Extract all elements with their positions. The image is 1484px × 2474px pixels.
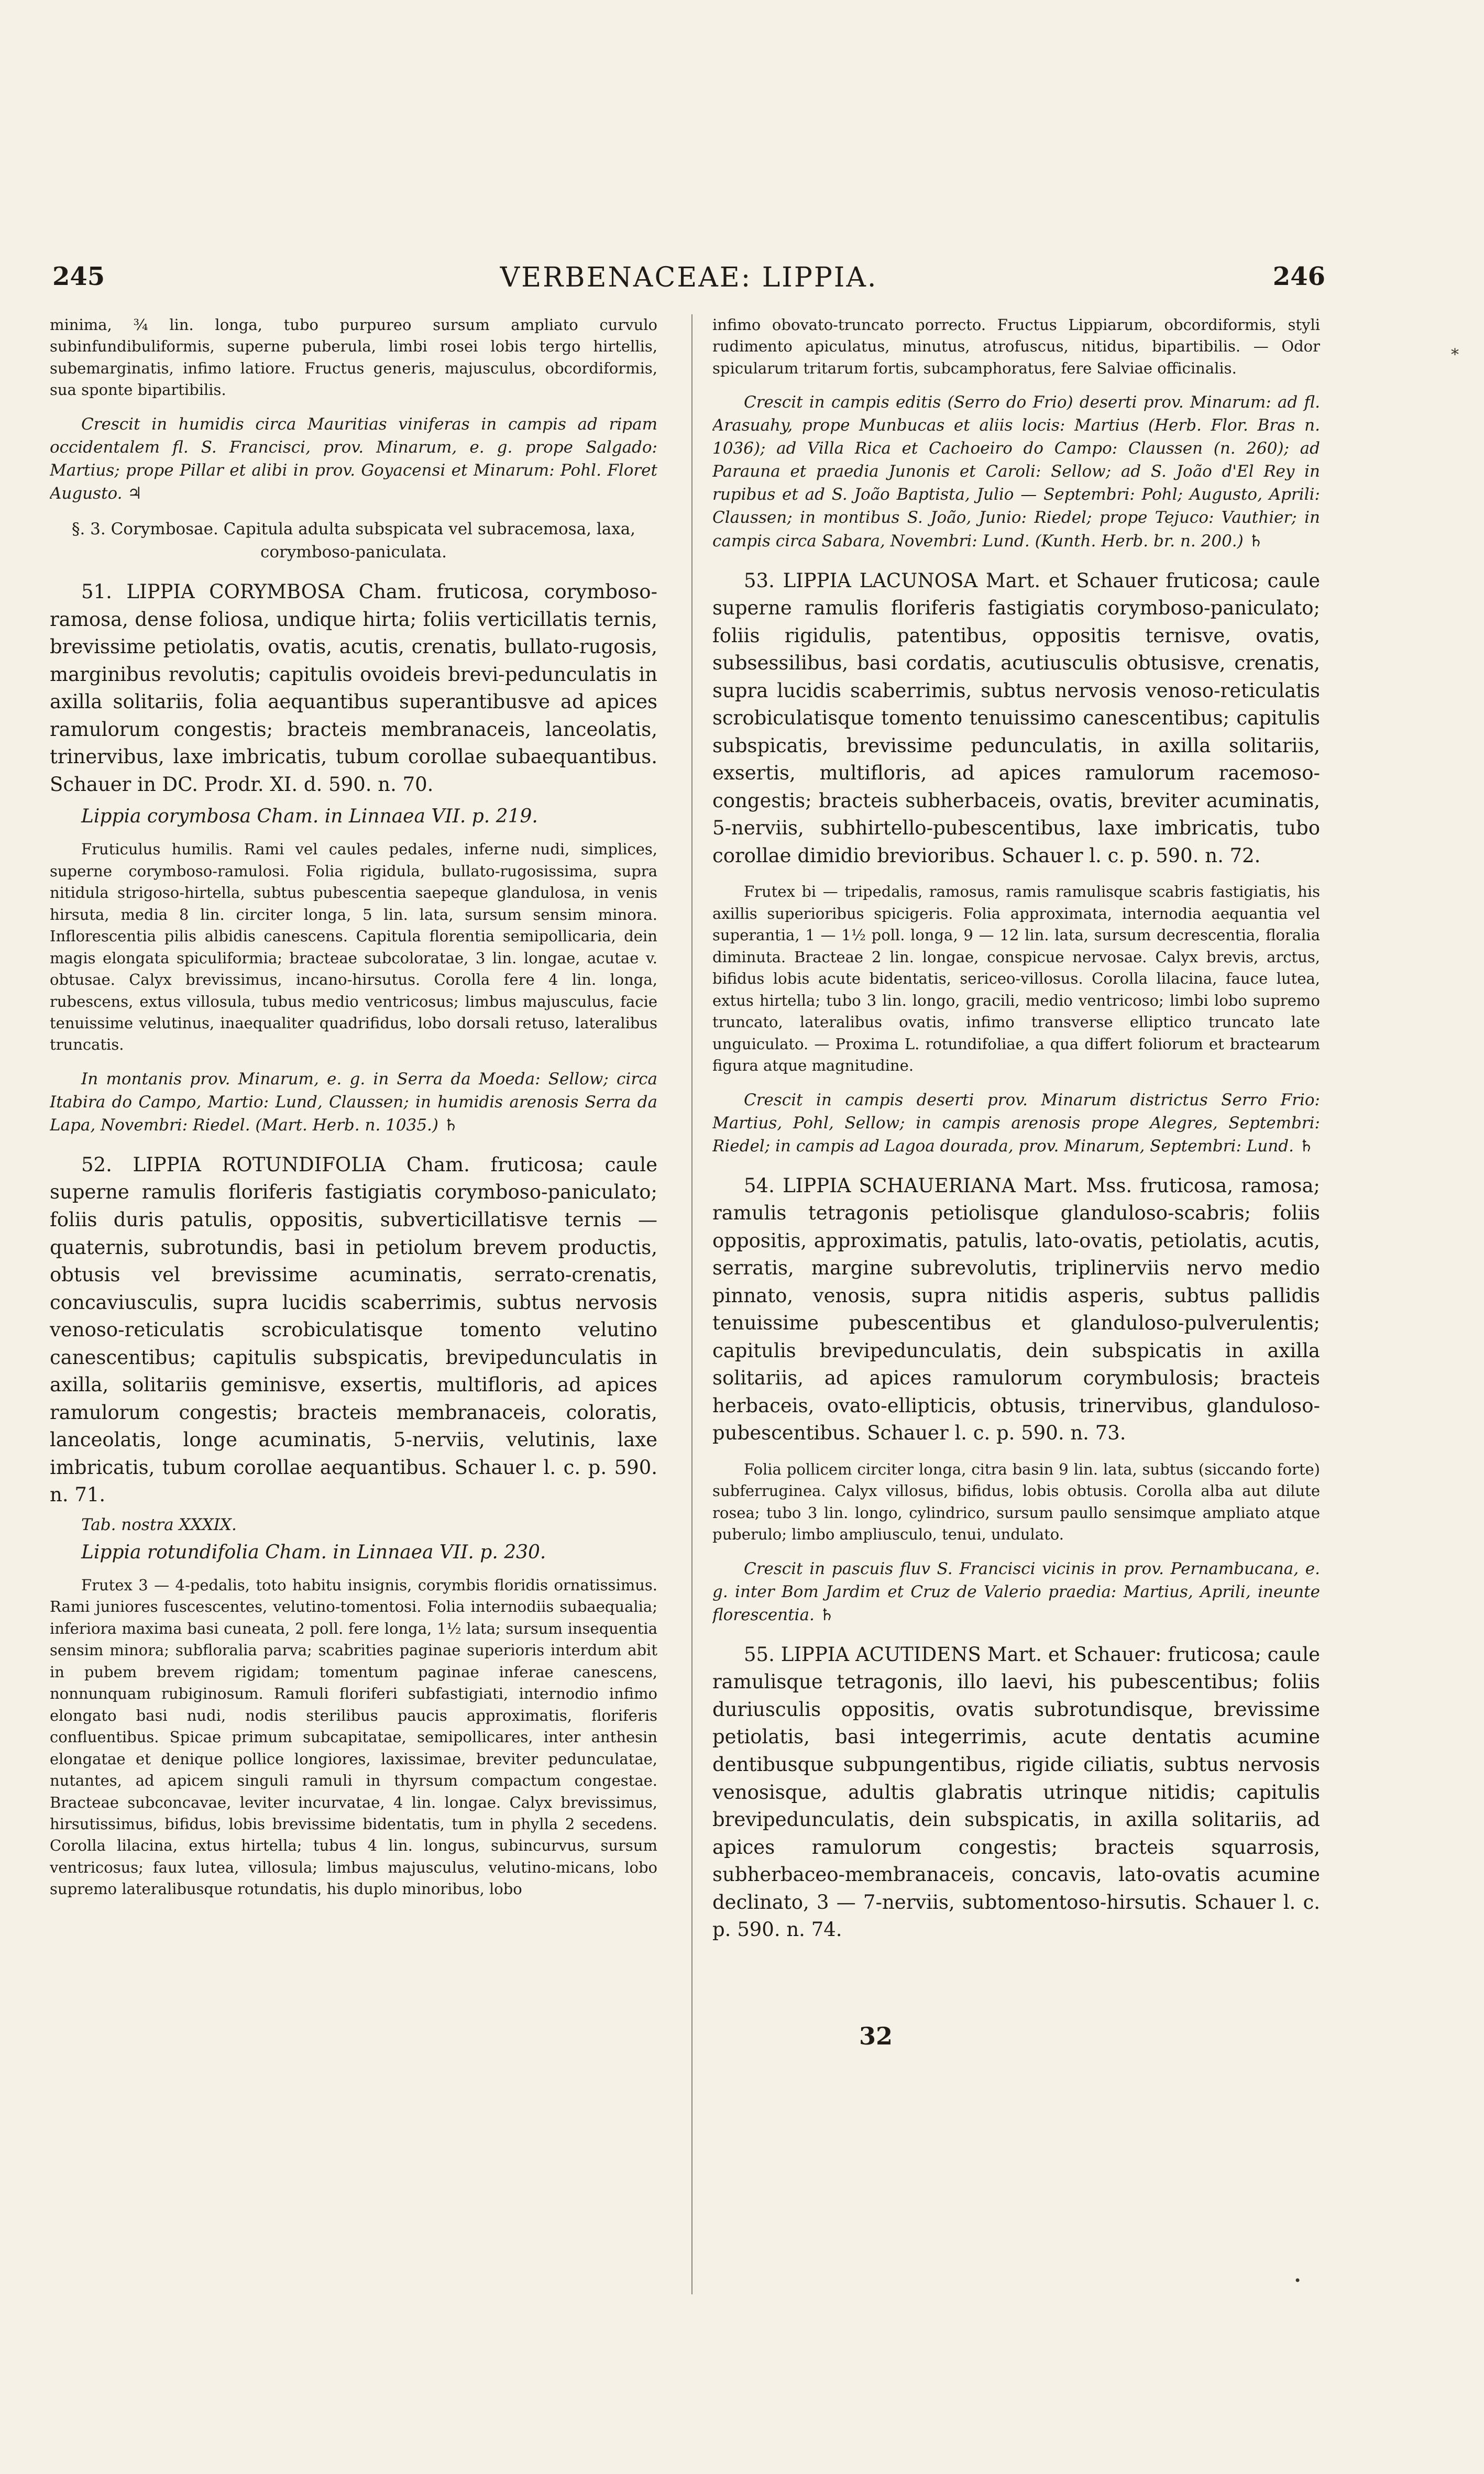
species-53-habitat: Crescit in campis deserti prov. Minarum districtus Serro Frio: Martius, Pohl, Sellow; in campis arenosis prope Alegres, Septembri: Riedel; in campis ad Lagoa dourada, prov. Minarum, Septembri: Lund. ♄ (712, 1090, 1320, 1156)
intro-text: minima, ¾ lin. longa, tubo purpureo sursum ampliato curvulo subinfundibuliformis, superne puberula, limbi rosei lobis tergo hirtellis, subemarginatis, infimo latiore. Fructus generis, majusculus, obcordiformis, sua sponte bipartibilis. (50, 316, 657, 399)
margin-mark: * (1451, 346, 1459, 364)
species-52-synonym: Lippia rotundifolia Cham. in Linnaea VII. p. 230. (81, 1541, 546, 1563)
signature-number: 32 (859, 2022, 893, 2050)
species-52-heading: 52. LIPPIA ROTUNDIFOLIA Cham. fruticosa; caule superne ramulis floriferis fastigiatis corymboso-paniculato; foliis duris patulis, oppositis, subverticillatisve ternis — quaternis, subrotundis, basi in petiolum brevem productis, obtusis vel brevissime acuminatis, serrato-crenatis, concaviusculis, supra lucidis scaberrimis, subtus nervosis venoso-reticulatis scrobiculatisque tomento velutino canescentibus; capitulis subspicatis, brevipedunculatis in axilla, solitariis geminisve, exsertis, multifloris, ad apices ramulorum congestis; bracteis membranaceis, coloratis, lanceolatis, longe acuminatis, 5-nerviis, velutinis, laxe imbricatis, tubum corollae aequantibus. Schauer l. c. p. 590. n. 71. (50, 1153, 657, 1507)
species-55-heading: 55. LIPPIA ACUTIDENS Mart. et Schauer: fruticosa; caule ramulisque tetragonis, illo laevi, his pubescentibus; foliis duriusculis oppositis, ovatis subrotundisque, brevissime petiolatis, basi integerrimis, acute dentatis acumine dentibusque subpungentibus, rigide ciliatis, subtus nervosis venosisque, adultis glabratis utrinque nitidis; capitulis brevipedunculatis, dein subspicatis, in axilla solitariis, ad apices ramulorum congestis; bracteis squarrosis, subherbaceo-membranaceis, concavis, lato-ovatis acumine declinato, 3 — 7-nerviis, subtomentoso-hirsutis. Schauer l. c. p. 590. n. 74. (712, 1643, 1320, 1941)
continued-description: infimo obovato-truncato porrecto. Fructus Lippiarum, obcordiformis, styli rudimento apiculatus, minutus, atrofuscus, nitidus, bipartibilis. — Odor spicularum tritarum fortis, subcamphoratus, fere Salviae officinalis. (712, 316, 1320, 377)
running-title: VERBENACEAE: LIPPIA. (500, 262, 878, 293)
right-column (712, 314, 1320, 2305)
left-column (50, 314, 657, 2305)
section-heading: §. 3. Corymbosae. Capitula adulta subspicata vel subracemosa, laxa, corymboso-paniculata. (71, 519, 636, 562)
continued-habitat: Crescit in campis editis (Serro do Frio) deserti prov. Minarum: ad fl. Arasuahy, prope Munbucas et aliis locis: Martius (Herb. Flor. Bras n. 1036); ad Villa Rica et Cachoeiro do Campo: Claussen (n. 260); ad Parauna et praedia Junonis et Caroli: Sellow; ad S. João d'El Rey in rupibus et ad S. João Baptista, Julio — Septembri: Pohl; Augusto, Aprili: Claussen; in montibus S. João, Junio: Riedel; prope Tejuco: Vauthier; in campis circa Sabara, Novembri: Lund. (Kunth. Herb. br. n. 200.) ♄ (712, 393, 1320, 551)
column-divider (691, 314, 692, 2294)
page-number-right: 246 (1272, 262, 1325, 291)
species-51-synonym: Lippia corymbosa Cham. in Linnaea VII. p. 219. (81, 806, 538, 828)
species-51-heading: 51. LIPPIA CORYMBOSA Cham. fruticosa, corymboso-ramosa, dense foliosa, undique hirta; foliis verticillatis ternis, brevissime petiolatis, ovatis, acutis, crenatis, bullato-rugosis, marginibus revolutis; capitulis ovoideis brevi-pedunculatis in axilla solitariis, folia aequantibus superantibusve ad apices ramulorum congestis; bracteis membranaceis, lanceolatis, trinervibus, laxe imbricatis, tubum corollae subaequantibus. Schauer in DC. Prodr. XI. d. 590. n. 70. (50, 580, 657, 796)
species-53-description: Frutex bi — tripedalis, ramosus, ramis ramulisque scabris fastigiatis, his axillis superioribus spicigeris. Folia approximata, internodia aequantia vel superantia, 1 — 1½ poll. longa, 9 — 12 lin. lata, sursum decrescentia, floralia diminuta. Bracteae 2 lin. longae, conspicue nervosae. Calyx brevis, arctus, bifidus lobis acute bidentatis, sericeo-villosus. Corolla lilacina, fauce lutea, extus hirtella; tubo 3 lin. longo, gracili, medio ventricoso; limbi lobo supremo truncato, lateralibus ovatis, infimo transverse elliptico truncato late unguiculato. — Proxima L. rotundifoliae, a qua differt foliorum et bractearum figura atque magnitudine. (712, 883, 1320, 1075)
running-header (52, 262, 1325, 299)
species-53-heading: 53. LIPPIA LACUNOSA Mart. et Schauer fruticosa; caule superne ramulis floriferis fastigiatis corymboso-paniculato; foliis rigidulis, patentibus, oppositis ternisve, ovatis, subsessilibus, basi cordatis, acutiusculis obtusisve, crenatis, supra lucidis scaberrimis, subtus nervosis venoso-reticulatis scrobiculatisque tomento tenuissimo canescentibus; capitulis subspicatis, brevissime pedunculatis, in axilla solitariis, exsertis, multifloris, ad apices ramulorum racemoso-congestis; bracteis subherbaceis, ovatis, breviter acuminatis, 5-nerviis, subhirtello-pubescentibus, laxe imbricatis, tubo corollae dimidio brevioribus. Schauer l. c. p. 590. n. 72. (712, 569, 1320, 867)
species-52-description: Frutex 3 — 4-pedalis, toto habitu insignis, corymbis floridis ornatissimus. Rami juniores fuscescentes, velutino-tomentosi. Folia internodiis subaequalia; inferiora maxima basi cuneata, 2 poll. fere longa, 1½ lata; sursum insequentia sensim minora; subfloralia parva; scabrities paginae superioris interdum abit in pubem brevem rigidam; tomentum paginae inferae canescens, nonnunquam rubiginosum. Ramuli floriferi subfastigiati, internodio infimo elongato basi nudi, nodis sterilibus paucis approximatis, floriferis confluentibus. Spicae primum subcapitatae, semipollicares, inter anthesin elongatae et denique pollice longiores, laxissimae, breviter pedunculatae, nutantes, ad apicem singuli ramuli in thyrsum compactum congestae. Bracteae subconcavae, leviter incurvatae, 4 lin. longae. Calyx brevissimus, hirsutissimus, bifidus, lobis brevissime bidentatis, tum in phylla 2 secedens. Corolla lilacina, extus hirtella; tubus 4 lin. longus, subincurvus, sursum ventricosus; faux lutea, villosula; limbus majusculus, velutino-micans, lobo supremo lateralibusque rotundatis, his duplo minoribus, lobo (50, 1576, 657, 1898)
intro-habitat: Crescit in humidis circa Mauritias viniferas in campis ad ripam occidentalem fl. S. Francisci, prov. Minarum, e. g. prope Salgado: Martius; prope Pillar et alibi in prov. Goyacensi et Minarum: Pohl. Floret Augusto. ♃ (50, 414, 657, 503)
speck-mark: • (1294, 2273, 1302, 2288)
page-number-left: 245 (52, 262, 105, 291)
species-51-description: Fruticulus humilis. Rami vel caules pedales, inferne nudi, simplices, superne corymboso-ramulosi. Folia rigidula, bullato-rugosissima, supra nitidula strigoso-hirtella, subtus pubescentia saepeque glandulosa, in venis hirsuta, media 8 lin. circiter longa, 5 lin. lata, sursum sensim minora. Inflorescentia pilis albidis canescens. Capitula florentia semipollicaria, dein magis elongata spiculiformia; bracteae subcoloratae, 3 lin. longae, acutae v. obtusae. Calyx brevissimus, incano-hirsutus. Corolla fere 4 lin. longa, rubescens, extus villosula, tubus medio ventricosus; limbus majusculus, facie tenuissime velutinus, inaequaliter quadrifidus, lobo dorsali retuso, lateralibus truncatis. (50, 840, 657, 1054)
species-54-heading: 54. LIPPIA SCHAUERIANA Mart. Mss. fruticosa, ramosa; ramulis tetragonis petiolisque glanduloso-scabris; foliis oppositis, approximatis, patulis, lato-ovatis, petiolatis, acutis, serratis, margine subrevolutis, triplinerviis nervo medio pinnato, venosis, supra nitidis asperis, subtus pallidis tenuissime pubescentibus et glanduloso-pulverulentis; capitulis brevipedunculatis, dein subspicatis in axilla solitariis, ad apices ramulorum corymbulosis; bracteis herbaceis, ovato-ellipticis, obtusis, trinervibus, glanduloso-pubescentibus. Schauer l. c. p. 590. n. 73. (712, 1174, 1320, 1445)
species-54-description: Folia pollicem circiter longa, citra basin 9 lin. lata, subtus (siccando forte) subferruginea. Calyx villosus, bifidus, lobis obtusis. Corolla alba aut dilute rosea; tubo 3 lin. longo, cylindrico, sursum paullo sensimque ampliato atque puberulo; limbo ampliusculo, tenui, undulato. (712, 1460, 1320, 1544)
species-52-plate: Tab. nostra XXXIX. (81, 1515, 237, 1534)
species-54-habitat: Crescit in pascuis fluv S. Francisci vicinis in prov. Pernambucana, e. g. inter Bom Jardim et Cruz de Valerio praedia: Martius, Aprili, ineunte florescentia. ♄ (712, 1559, 1320, 1624)
species-51-habitat: In montanis prov. Minarum, e. g. in Serra da Moeda: Sellow; circa Itabira do Campo, Martio: Lund, Claussen; in humidis arenosis Serra da Lapa, Novembri: Riedel. (Mart. Herb. n. 1035.) ♄ (50, 1069, 657, 1135)
